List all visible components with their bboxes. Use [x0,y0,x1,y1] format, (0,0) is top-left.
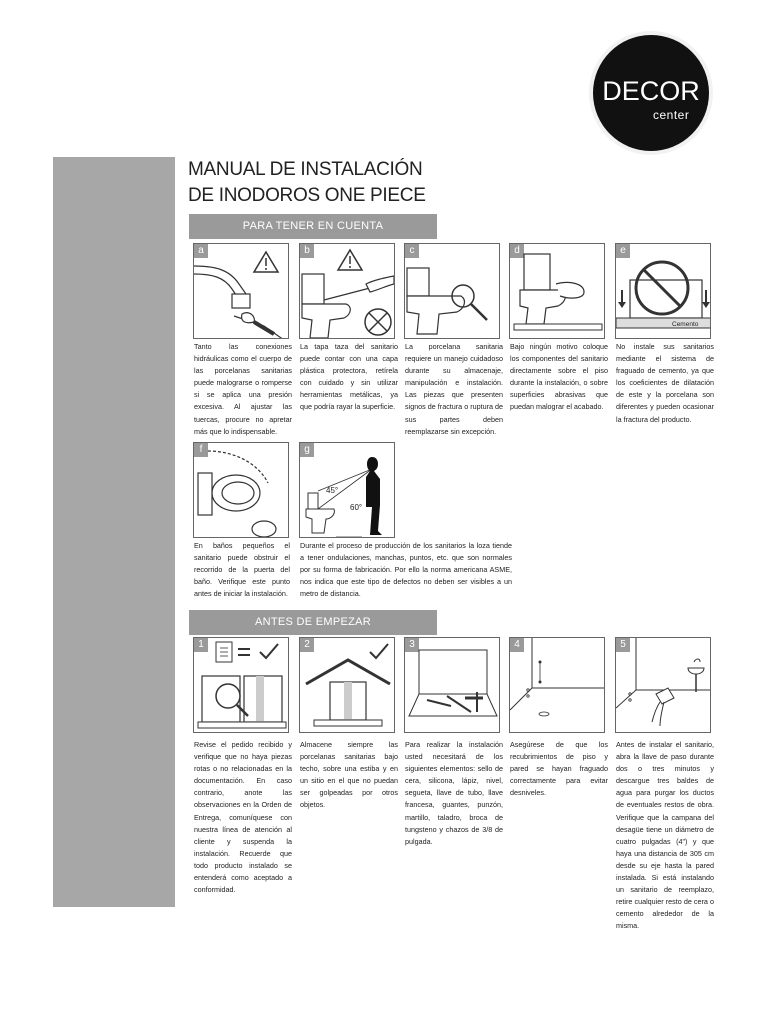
storage-roof-icon [300,638,395,733]
illustration-panel-f [193,442,289,538]
panel-tag: 4 [510,638,524,652]
toilet-components-icon [510,244,605,339]
door-clearance-icon [194,443,289,538]
panel-tag: e [616,244,630,258]
illustration-panel-c [404,243,500,339]
panel-tag: 1 [194,638,208,652]
wall-floor-icon [510,638,605,733]
illustration-panel-3 [404,637,500,733]
angle-45-label: 45° [326,486,339,495]
faucet-wrench-icon [194,244,289,339]
panel-tag: 3 [405,638,419,652]
section-header-antes-de-empezar: ANTES DE EMPEZAR [189,610,437,635]
check-order-icon [194,638,289,733]
title-line-2: DE INODOROS ONE PIECE [188,185,426,206]
logo-brand-subtext: center [653,108,690,122]
illustration-panel-b [299,243,395,339]
section-header-tener-en-cuenta: PARA TENER EN CUENTA [189,214,437,239]
description-e: No instale sus sanitarios mediante el sistema de fraguado de cemento, ya que los coeficientes de dilatación de este y la porcelana son diferentes y pueden ocasionar la fractura del producto. [616,342,714,424]
panel-tag: 2 [300,638,314,652]
description-a: Tanto las conexiones hidráulicas como el cuerpo de las porcelanas sanitarias puede malograrse o romperse si se aplica una presión excesiva. Al ajustar las tuercas, procure no apretar más que lo indispensable. [194,342,292,436]
illustration-panel-2 [299,637,395,733]
panel-tag: d [510,244,524,258]
toilet-inspect-icon [405,244,500,339]
panel-tag: 5 [616,638,630,652]
description-2: Almacene siempre las porcelanas sanitarias bajo techo, sobre una estiba y en un sitio en el que no puedan ser golpeadas por otros objetos. [300,740,398,810]
illustration-panel-5 [615,637,711,733]
description-5: Antes de instalar el sanitario, abra la llave de paso durante dos o tres minutos y descargue tres baldes de agua para purgar los ductos de eventuales restos de obra. Verifique que la campana del desagüe tiene un diámetro de cuatro pulgadas (4") y que haya una distancia de 305 cm desde su eje hasta la pared instalada. Si está instalando un sanitario de reemplazo, retire cualquier resto de cera o cemento alrededor de la misma. [616,740,714,931]
illustration-panel-e [615,243,711,339]
angle-60-label: 60° [350,503,363,512]
panel-tag: f [194,443,208,457]
viewing-distance-icon [300,443,395,538]
page-title [188,157,426,209]
panel-tag: b [300,244,314,258]
title-line-1: MANUAL DE INSTALACIÓN [188,159,423,180]
illustration-panel-4 [509,637,605,733]
decor-center-logo [589,31,713,155]
illustration-panel-a [193,243,289,339]
toilet-lid-film-icon [300,244,395,339]
drain-purge-icon [616,638,711,733]
panel-tag: c [405,244,419,258]
illustration-panel-1 [193,637,289,733]
description-1: Revise el pedido recibido y verifique que no haya piezas rotas o no relacionadas en la documentación. En caso contrario, anote las observaciones en la Orden de Entrega, comuníquese con nuestra línea de atención al cliente y suspenda la instalación. Recuerde que todo producto instalado se entenderá como aceptado a conformidad. [194,740,292,895]
cement-label: Cemento [672,321,699,328]
tools-icon [405,638,500,733]
logo-brand-text: DECOR [602,76,700,106]
description-c: La porcelana sanitaria requiere un manejo cuidadoso durante su almacenaje, manipulación e instalación. Las piezas que presenten signos de fractura o ruptura de sus partes deben reemplazarse sin excepción. [405,342,503,436]
description-f: En baños pequeños el sanitario puede obstruir el recorrido de la puerta del baño. Verifique este punto antes de iniciar la instalación. [194,541,290,599]
description-d: Bajo ningún motivo coloque los componentes del sanitario directamente sobre el piso durante la instalación, o sobre superficies abrasivas que puedan malograr el acabado. [510,342,608,412]
illustration-panel-g [299,442,395,538]
panel-tag: a [194,244,208,258]
description-g: Durante el proceso de producción de los sanitarios la loza tiende a tener ondulaciones, manchas, puntos, etc. que son normales por su forma de fabricación. Por ello la norma americana ASME, nos indica que este tipo de defectos no deben ser visibles a un metro de distancia. [300,541,512,599]
side-decorative-bar [53,157,175,907]
description-b: La tapa taza del sanitario puede contar con una capa plástica protectora, retírela con cuidado y sin utilizar herramientas metálicas, ya que podría rayar la superficie. [300,342,398,412]
description-3: Para realizar la instalación usted necesitará de los siguientes elementos: sello de cera, silicona, lápiz, nivel, segueta, llave de tubo, llave francesa, guantes, punzón, martillo, taladro, broca de tungsteno y chazos de 3/8 de pulgada. [405,740,503,846]
panel-tag: g [300,443,314,457]
illustration-panel-d [509,243,605,339]
description-4: Asegúrese de que los recubrimientos de piso y pared se hayan fraguado correctamente para evitar desniveles. [510,740,608,798]
